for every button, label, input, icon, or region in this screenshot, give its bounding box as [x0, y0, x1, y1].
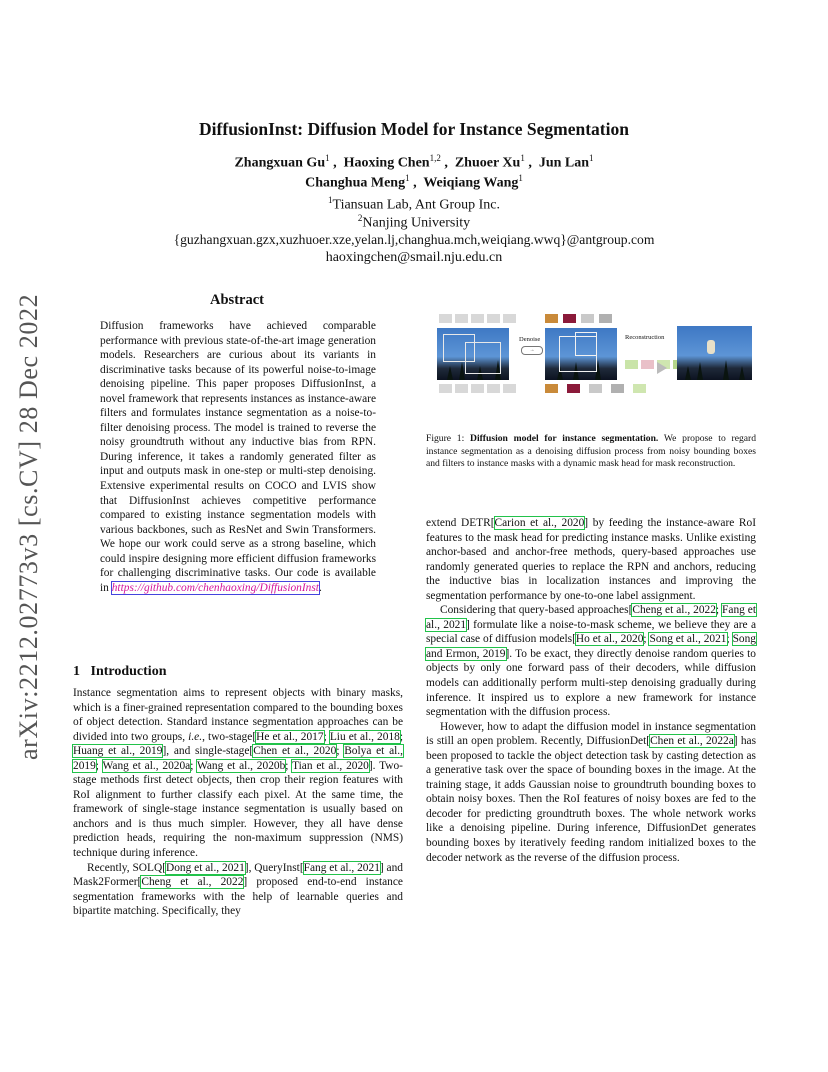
section-number: 1	[73, 664, 80, 679]
affiliation-2	[0, 213, 828, 232]
section-title: Introduction	[90, 664, 167, 679]
author-sup: 1,2	[429, 153, 441, 163]
aff-text: Nanjing University	[362, 215, 471, 231]
citation-link[interactable]: Wang et al., 2020a	[102, 759, 191, 772]
intro-paragraph-2: Recently, SOLQ[Dong et al., 2021], QueryInst[Fang et al., 2021] and Mask2Former[Cheng et al., 2022] proposed end-to-end instance segmentation frameworks with the help of learnable queries and bipartite matching. Specifically, they	[73, 861, 403, 918]
figure-1-caption	[426, 433, 756, 471]
filter-swatch	[599, 314, 612, 323]
author-sup: 1	[325, 153, 330, 163]
author-name: Haoxing Chen	[343, 155, 430, 171]
intro-paragraph-5: However, how to adapt the diffusion model in instance segmentation is still an open problem. Recently, DiffusionDet[Chen et al., 2022a] has been proposed to tackle the object detection task by casting detection as a generative task over the space of bounding boxes in the image. At the training stage, it adds Gaussian noise to groundtruth bounding boxes to obtain noisy boxes. Then the RoI features of noisy boxes are fed to the decoder for predicting groundtruth boxes. The whole network works like a denoising pipeline. During inference, DiffusionDet generates bounding boxes by iteratively feeding random initialized boxes to the decoder network as the reverse of the diffusion process.	[426, 720, 757, 864]
filter-swatch	[455, 384, 468, 393]
intro-paragraph-3: extend DETR[Carion et al., 2020] by feeding the instance-aware RoI features to the mask head for predicting instance masks. Unlike existing anchor-based and anchor-free methods, query-based approaches use randomly generated queries to replace the RPN and anchors, reducing the inductive bias in localization instances and improving the segmentation performance by one-to-one label assignment.	[426, 517, 756, 602]
affiliation-1	[0, 195, 828, 214]
authors-line-2: Changhua Meng$^1$ , Weiqiang Wang$^1$	[305, 173, 523, 191]
intro-paragraph-4: Considering that query-based approaches[Cheng et al., 2022; Fang et al., 2021] formulate like a noise-to-mask scheme, we believe they are a special case of diffusion models[Ho et al., 2020; Song et al., 2021; Song and Ermon, 2019]. To be exact, they directly denoise random queries to objects by only one forward pass of their decoders, while diffusion models can additionally perform multi-step denoising gradually during inference. It inspired us to explore a new framework for instance segmentation with the diffusion process.	[426, 604, 757, 719]
filter-swatch	[545, 314, 558, 323]
citation-link[interactable]: Song and Ermon, 2019	[426, 633, 756, 660]
abstract-heading: Abstract	[210, 292, 264, 308]
citation-link[interactable]: Fang et al., 2021	[303, 861, 380, 874]
code-link[interactable]: https://github.com/chenhaoxing/DiffusionInst	[111, 581, 319, 594]
author-name: Zhuoer Xu	[454, 155, 521, 171]
filter-swatch	[471, 384, 484, 393]
author-sup: 1	[405, 173, 410, 183]
citation-link[interactable]: Fang et al., 2021	[426, 604, 757, 631]
denoise-arrow: →	[521, 346, 543, 355]
citation-link[interactable]: Tian et al., 2020	[292, 759, 369, 772]
author-sup: 1	[518, 173, 523, 183]
caption-bold: Diffusion model for instance segmentation.	[470, 433, 659, 444]
filter-swatch	[487, 384, 500, 393]
intro-left-column	[73, 686, 403, 919]
filter-swatch	[589, 384, 602, 393]
filter-swatch	[567, 384, 580, 393]
arxiv-stamp: arXiv:2212.02773v3 [cs.CV] 28 Dec 2022	[14, 293, 43, 760]
caption-rest: We propose to regard instance segmentation as a denoising diffusion process from noisy bounding boxes and filters to instance masks with a dynamic mask head for mask reconstruction.	[426, 433, 757, 470]
filter-swatch	[487, 314, 500, 323]
author-name: Changhua Meng	[305, 175, 406, 191]
section-heading-introduction	[73, 664, 166, 680]
citation-link[interactable]: He et al., 2017	[256, 730, 324, 743]
filter-swatch	[641, 360, 654, 369]
authors-line-1: Zhangxuan Gu$^1$ , Haoxing Chen$^{1,2}$ , Zhuoer Xu$^1$ , Jun Lan$^1$	[234, 153, 594, 171]
filter-swatch	[581, 314, 594, 323]
author-email-2: haoxingchen@smail.nju.edu.cn	[325, 250, 503, 265]
citation-link[interactable]: Dong et al., 2021	[166, 861, 245, 874]
abstract-body	[100, 319, 376, 595]
author-name: Zhangxuan Gu	[234, 155, 326, 171]
filter-swatch	[471, 314, 484, 323]
author-name: Jun Lan	[538, 155, 590, 171]
filter-swatch	[625, 360, 638, 369]
aff-sup: 1	[328, 195, 333, 205]
figure-1	[437, 314, 753, 398]
intro-right-column	[426, 516, 756, 865]
aff-text: Tiansuan Lab, Ant Group Inc.	[332, 197, 500, 213]
author-sup: 1	[520, 153, 525, 163]
author-sup: 1	[589, 153, 594, 163]
author-emails: {guzhangxuan.gzx,xuzhuoer.xze,yelan.lj,changhua.mch,weiqiang.wwq}@antgroup.com	[173, 232, 655, 247]
citation-link[interactable]: Song et al., 2021	[649, 633, 727, 646]
filter-swatch	[563, 314, 576, 323]
filter-swatch	[439, 384, 452, 393]
aff-sup: 2	[357, 213, 363, 223]
filter-swatch	[503, 384, 516, 393]
citation-link[interactable]: Cheng et al., 2022	[632, 604, 716, 617]
caption-prefix: Figure 1:	[426, 433, 465, 444]
filter-swatch	[633, 384, 646, 393]
citation-link[interactable]: Ho et al., 2020	[575, 633, 644, 646]
citation-link[interactable]: Chen et al., 2022a	[650, 735, 734, 748]
author-name: Weiqiang Wang	[423, 175, 519, 191]
filter-swatch	[503, 314, 516, 323]
citation-link[interactable]: Chen et al., 2020	[253, 745, 337, 758]
citation-link[interactable]: Huang et al., 2019	[73, 745, 163, 758]
denoised-image	[545, 328, 617, 380]
citation-link[interactable]: Cheng et al., 2022	[141, 876, 244, 889]
filter-swatch	[439, 314, 452, 323]
abstract-end: .	[318, 581, 322, 594]
paper-title: DiffusionInst: Diffusion Model for Instance Segmentation	[199, 119, 629, 139]
intro-paragraph-1: Instance segmentation aims to represent objects with binary masks, which is a finer-grained representation compared to the bounding boxes of object detection. Standard instance segmentation approaches can be divided into two groups, i.e., two-stage[He et al., 2017; Liu et al., 2018; Huang et al., 2019], and single-stage[Chen et al., 2020; Bolya et al., 2019; Wang et al., 2020a; Wang et al., 2020b; Tian et al., 2020]. Two-stage methods first detect objects, then crop their region features with RoI alignment to further classify each pixel. At the same time, the framework of single-stage instance segmentation is usually based on anchors and is thus much simpler. However, they all have dense prediction heads, requiring the non-maximum suppression (NMS) technique during inference.	[73, 687, 404, 860]
filter-swatch	[455, 314, 468, 323]
filter-swatch	[611, 384, 624, 393]
citation-link[interactable]: Liu et al., 2018	[329, 730, 400, 743]
abstract-text: Diffusion frameworks have achieved comparable performance with previous state-of-the-art image generation models. Researchers are curious about its variants in discriminative tasks because of its powerful noise-to-image denoising pipeline. This paper proposes DiffusionInst, a novel framework that represents instances as instance-aware filters and formulates instance segmentation as a noise-to-filter denoising process. The model is trained to reverse the noisy groundtruth without any inductive bias from RPN. During inference, it takes a randomly generated filter as input and outputs mask in one-step or multi-step denoising. Extensive experimental results on COCO and LVIS show that DiffusionInst achieves competitive performance compared to existing instance segmentation models with various backbones, such as ResNet and Swin Transformers. We hope our work could serve as a strong baseline, which could inspire designing more efficient diffusion frameworks for challenging discriminative tasks. Our code is available in	[100, 320, 376, 594]
noisy-image	[437, 328, 509, 380]
filter-swatch	[545, 384, 558, 393]
citation-link[interactable]: Bolya et al., 2019	[73, 745, 403, 772]
segmented-image	[677, 326, 752, 380]
citation-link[interactable]: Carion et al., 2020	[494, 517, 585, 529]
arrow-icon	[657, 362, 667, 374]
reconstruction-label: Reconstruction	[625, 334, 665, 341]
denoise-label: Denoise	[519, 336, 541, 343]
citation-link[interactable]: Wang et al., 2020b	[196, 759, 286, 772]
